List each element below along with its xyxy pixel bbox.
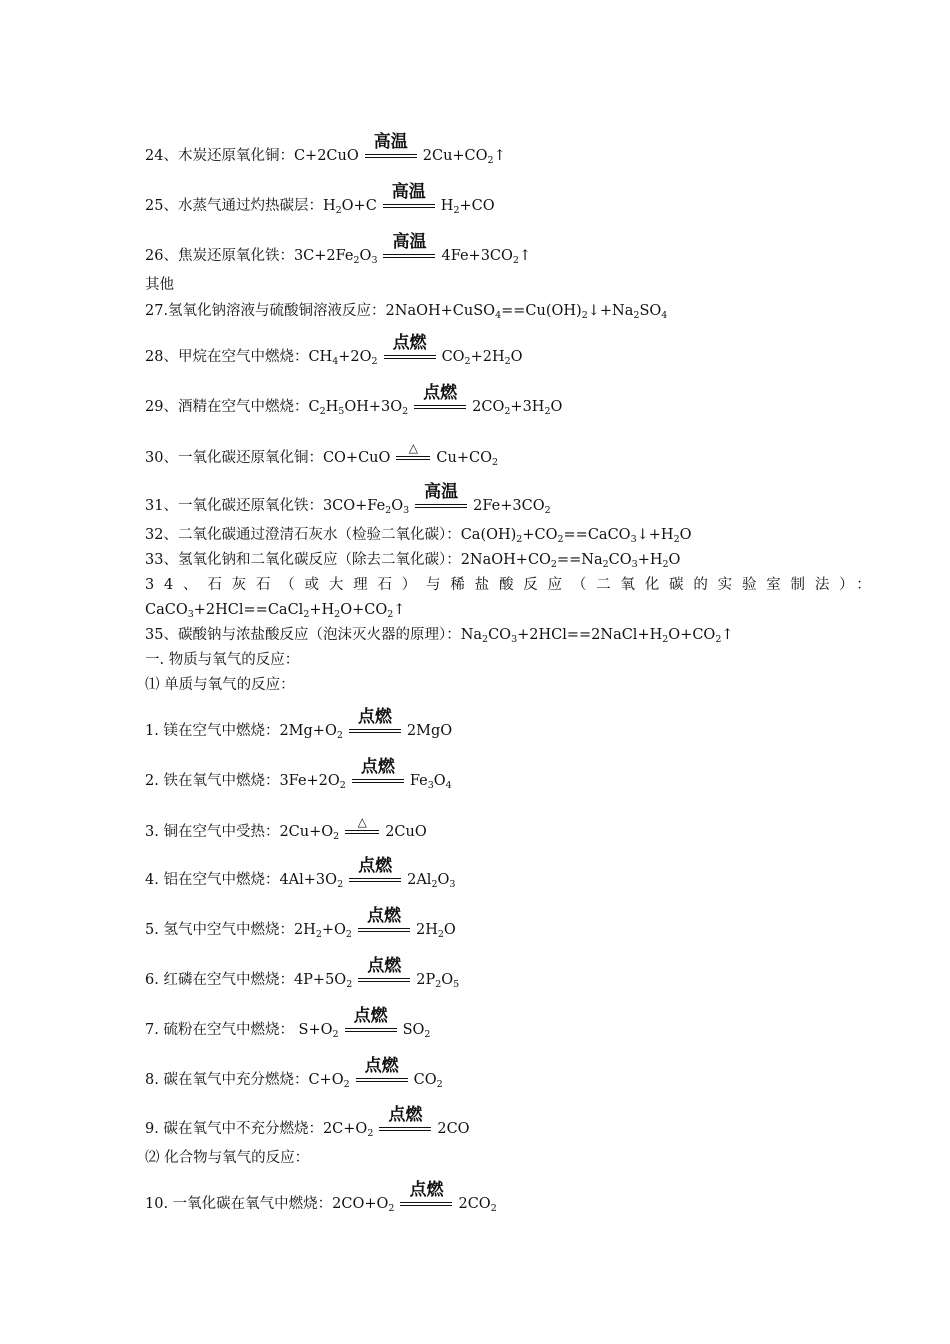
condition-heat — [396, 441, 430, 462]
subscript: 2 — [435, 979, 442, 990]
products: 2CO — [458, 1196, 491, 1212]
condition-text: 高温 — [373, 132, 408, 152]
subscript: 2 — [673, 534, 680, 545]
subscript: 2 — [388, 1203, 395, 1214]
subscript: 2 — [516, 534, 523, 545]
reactants: H — [325, 399, 339, 415]
subscript: 2 — [487, 155, 494, 166]
subscript: 4 — [495, 310, 502, 321]
equation-text: O — [668, 552, 681, 568]
subscript: 4 — [445, 780, 452, 791]
heat-triangle-icon: △ — [357, 815, 367, 829]
equation-label: 10. 一氧化碳在氧气中燃烧： — [145, 1196, 333, 1212]
equation-text: +2HCl==2NaCl+H — [517, 627, 663, 643]
products: 2Al — [407, 872, 432, 888]
subscript: 2 — [715, 634, 722, 645]
products: O — [433, 773, 446, 789]
condition-text: 点燃 — [360, 757, 395, 777]
products: SO — [402, 1022, 425, 1038]
equation-label: 4. 铝在空气中燃烧： — [145, 872, 280, 888]
equation-label: 28、甲烷在空气中燃烧： — [145, 349, 309, 365]
products: Fe — [409, 773, 428, 789]
products: 2Fe+3CO — [473, 498, 545, 514]
subscript: 2 — [504, 406, 511, 417]
subscript: 3 — [449, 879, 456, 890]
products: 2CO — [472, 399, 505, 415]
equation-text: O+CO — [668, 627, 716, 643]
equation-text: +CO — [522, 527, 558, 543]
subscript: 2 — [345, 929, 352, 940]
reactants: O — [391, 498, 404, 514]
products: CO — [413, 1072, 437, 1088]
equation-34-title: 34、石灰石（或大理石）与稀盐酸反应（二氧化碳的实验室制法）： — [145, 577, 881, 593]
subscript: 2 — [424, 1029, 431, 1040]
subscript: 2 — [581, 310, 588, 321]
products: Cu+CO — [436, 450, 492, 466]
subscript: 2 — [346, 979, 353, 990]
heat-triangle-icon: △ — [408, 441, 419, 455]
section-one-title: 一. 物质与氧气的反应： — [145, 652, 300, 668]
reactants: 4P+5O — [293, 972, 347, 988]
reactants: OH+3O — [344, 399, 403, 415]
products: O — [443, 922, 456, 938]
equation-text: 33、氢氧化钠和二氧化碳反应（除去二氧化碳）：2NaOH+CO — [145, 552, 551, 568]
condition-text: 高温 — [424, 482, 459, 502]
condition-ignite — [349, 856, 401, 884]
equation-label: 1. 镁在空气中燃烧： — [145, 723, 280, 739]
equation-34 — [145, 603, 405, 618]
subscript: 3 — [630, 534, 637, 545]
products: O — [441, 972, 454, 988]
equation-q2 — [145, 757, 452, 791]
reactants: 3C+2Fe — [293, 248, 354, 264]
reactants: 2Mg+O — [279, 723, 337, 739]
equation-label: 9. 碳在氧气中不充分燃烧： — [145, 1121, 323, 1137]
section-other: 其他 — [145, 277, 174, 293]
subscript: 3 — [371, 255, 378, 266]
equation-27 — [145, 304, 667, 319]
subscript: 2 — [303, 609, 310, 620]
reactants: CH — [308, 349, 333, 365]
condition-ignite — [384, 333, 436, 361]
equation-text: O+CO — [340, 602, 388, 618]
condition-text: 点燃 — [367, 956, 402, 976]
equation-29 — [145, 383, 563, 417]
condition-text: 点燃 — [423, 383, 458, 403]
reactants: O+C — [341, 198, 377, 214]
equation-text: SO — [639, 303, 662, 319]
condition-ignite — [356, 1056, 408, 1084]
equation-q7 — [145, 1006, 431, 1040]
products: CO — [441, 349, 465, 365]
equation-text: 35、碳酸钠与浓盐酸反应（泡沫灭火器的原理）：Na — [145, 627, 483, 643]
condition-high-temp — [383, 232, 435, 260]
subscript: 2 — [662, 559, 669, 570]
reactants: CO+CuO — [322, 450, 391, 466]
subscript: 2 — [343, 1079, 350, 1090]
equation-24 — [145, 132, 506, 166]
condition-text: 点燃 — [388, 1105, 423, 1125]
subscript: 2 — [544, 406, 551, 417]
equation-label: 25、水蒸气通过灼热碳层： — [145, 198, 323, 214]
subscript: 2 — [371, 356, 378, 367]
equation-text: 32、二氧化碳通过澄清石灰水（检验二氧化碳）：Ca(OH) — [145, 527, 517, 543]
reactants: +2O — [338, 349, 372, 365]
condition-ignite — [345, 1006, 397, 1034]
subscript: 2 — [335, 205, 342, 216]
subscript: 2 — [482, 634, 489, 645]
subscript: 2 — [332, 1029, 339, 1040]
equation-label: 3. 铜在空气中受热： — [145, 824, 280, 840]
gas-arrow: ↑ — [393, 602, 406, 618]
reactants: 3CO+Fe — [322, 498, 386, 514]
equation-label: 31、一氧化碳还原氧化铁： — [145, 498, 323, 514]
condition-text: 高温 — [391, 182, 426, 202]
subscript: 3 — [511, 634, 518, 645]
subscript: 2 — [662, 634, 669, 645]
subscript: 2 — [436, 1079, 443, 1090]
products: 2CO — [437, 1121, 470, 1137]
products: +3H — [510, 399, 545, 415]
equation-text: CO — [488, 627, 512, 643]
equation-text: ↓+H — [636, 527, 674, 543]
reactants: H — [322, 198, 336, 214]
subscript: 2 — [544, 505, 551, 516]
reactants: C+2CuO — [293, 148, 359, 164]
reactants: 2C+O — [322, 1121, 368, 1137]
equation-text: O — [679, 527, 692, 543]
products: O — [437, 872, 450, 888]
equation-label: 29、酒精在空气中燃烧： — [145, 399, 309, 415]
subscript: 2 — [315, 929, 322, 940]
subscript: 2 — [550, 559, 557, 570]
subscript: 2 — [333, 831, 340, 842]
condition-ignite — [352, 757, 404, 785]
equation-31 — [145, 482, 551, 516]
products: +2H — [470, 349, 505, 365]
equation-text: ==CaCO — [563, 527, 631, 543]
subscript: 2 — [336, 730, 343, 741]
subsection-2-title: ⑵ 化合物与氧气的反应： — [145, 1150, 310, 1166]
condition-high-temp — [415, 482, 467, 510]
equation-text: +H — [309, 602, 335, 618]
equation-q5 — [145, 906, 456, 940]
subscript: 3 — [187, 609, 194, 620]
condition-text: 点燃 — [364, 1056, 399, 1076]
condition-ignite — [414, 383, 466, 411]
products: 2CuO — [385, 824, 427, 840]
condition-high-temp — [383, 182, 435, 210]
equation-25 — [145, 182, 495, 216]
equation-q4 — [145, 856, 456, 890]
products: +CO — [459, 198, 495, 214]
reactants: 2CO+O — [332, 1196, 389, 1212]
subscript: 2 — [504, 356, 511, 367]
condition-text: 点燃 — [392, 333, 427, 353]
products: 2Cu+CO — [422, 148, 488, 164]
equation-text: ↓+Na — [587, 303, 634, 319]
subscript: 2 — [602, 559, 609, 570]
equation-30 — [145, 441, 499, 468]
subscript: 2 — [387, 609, 394, 620]
reactants: +O — [321, 922, 346, 938]
equation-label: 5. 氢气中空气中燃烧： — [145, 922, 294, 938]
condition-ignite — [358, 906, 410, 934]
equation-28 — [145, 333, 523, 367]
subscript: 4 — [661, 310, 668, 321]
equation-label: 24、木炭还原氧化铜： — [145, 148, 294, 164]
subscript: 5 — [338, 406, 345, 417]
subscript: 2 — [353, 255, 360, 266]
subscript: 3 — [403, 505, 410, 516]
reactants: S+O — [293, 1022, 333, 1038]
subscript: 2 — [367, 1128, 374, 1139]
subscript: 2 — [319, 406, 326, 417]
condition-text: 高温 — [392, 232, 427, 252]
equation-33 — [145, 553, 680, 568]
products: O — [550, 399, 563, 415]
subscript: 2 — [464, 356, 471, 367]
condition-ignite — [349, 707, 401, 735]
reactants: C+O — [308, 1072, 344, 1088]
condition-heat — [345, 815, 379, 836]
equation-text: ==Cu(OH) — [501, 303, 582, 319]
reactants: O — [359, 248, 372, 264]
subscript: 4 — [332, 356, 339, 367]
subscript: 2 — [490, 1203, 497, 1214]
equation-q6 — [145, 956, 460, 990]
subscript: 2 — [557, 534, 564, 545]
products: 2P — [416, 972, 436, 988]
equation-label: 26、焦炭还原氧化铁： — [145, 248, 294, 264]
subscript: 3 — [427, 780, 434, 791]
subscript: 2 — [453, 205, 460, 216]
subscript: 2 — [337, 879, 344, 890]
products: 4Fe+3CO — [441, 248, 513, 264]
equation-text: CaCO — [145, 602, 188, 618]
equation-label: 7. 硫粉在空气中燃烧： — [145, 1022, 294, 1038]
condition-text: 点燃 — [409, 1180, 444, 1200]
subscript: 2 — [491, 457, 499, 468]
subscript: 2 — [633, 310, 640, 321]
subscript: 2 — [437, 929, 444, 940]
equation-35 — [145, 628, 734, 643]
condition-high-temp — [365, 132, 417, 160]
equation-text: 27.氢氧化钠溶液与硫酸铜溶液反应：2NaOH+CuSO — [145, 303, 496, 319]
equation-text: +H — [637, 552, 663, 568]
reactants: 3Fe+2O — [279, 773, 340, 789]
reactants: 2Cu+O — [279, 824, 334, 840]
condition-ignite — [379, 1105, 431, 1133]
products: 2MgO — [406, 723, 453, 739]
subscript: 5 — [453, 979, 460, 990]
equation-q1 — [145, 707, 453, 741]
equation-text: CO — [608, 552, 632, 568]
products: 2H — [415, 922, 438, 938]
equation-text: ==Na — [556, 552, 603, 568]
gas-arrow: ↑ — [721, 627, 734, 643]
equation-q3 — [145, 815, 427, 842]
equation-q8 — [145, 1056, 443, 1090]
condition-text: 点燃 — [353, 1006, 388, 1026]
subsection-1-title: ⑴ 单质与氧气的反应： — [145, 677, 295, 693]
equation-32 — [145, 528, 692, 543]
condition-ignite — [400, 1180, 452, 1208]
subscript: 2 — [512, 255, 519, 266]
gas-arrow: ↑ — [493, 148, 506, 164]
equation-label: 2. 铁在氧气中燃烧： — [145, 773, 280, 789]
equation-q10 — [145, 1180, 497, 1214]
equation-26 — [145, 232, 532, 266]
products: O — [510, 349, 523, 365]
subscript: 2 — [334, 609, 341, 620]
reactants: 2H — [293, 922, 316, 938]
equation-label: 30、一氧化碳还原氧化铜： — [145, 450, 323, 466]
subscript: 2 — [385, 505, 392, 516]
reactants: 4Al+3O — [279, 872, 338, 888]
equation-label: 8. 碳在氧气中充分燃烧： — [145, 1072, 309, 1088]
condition-text: 点燃 — [358, 856, 393, 876]
subscript: 2 — [402, 406, 409, 417]
condition-ignite — [358, 956, 410, 984]
subscript: 2 — [339, 780, 346, 791]
gas-arrow: ↑ — [518, 248, 532, 264]
equation-text: +2HCl==CaCl — [193, 602, 304, 618]
equation-label: 6. 红磷在空气中燃烧： — [145, 972, 294, 988]
products: H — [440, 198, 454, 214]
condition-text: 点燃 — [357, 707, 392, 727]
reactants: C — [308, 399, 320, 415]
subscript: 3 — [631, 559, 638, 570]
equation-q9 — [145, 1105, 470, 1139]
subscript: 2 — [431, 879, 438, 890]
condition-text: 点燃 — [366, 906, 401, 926]
